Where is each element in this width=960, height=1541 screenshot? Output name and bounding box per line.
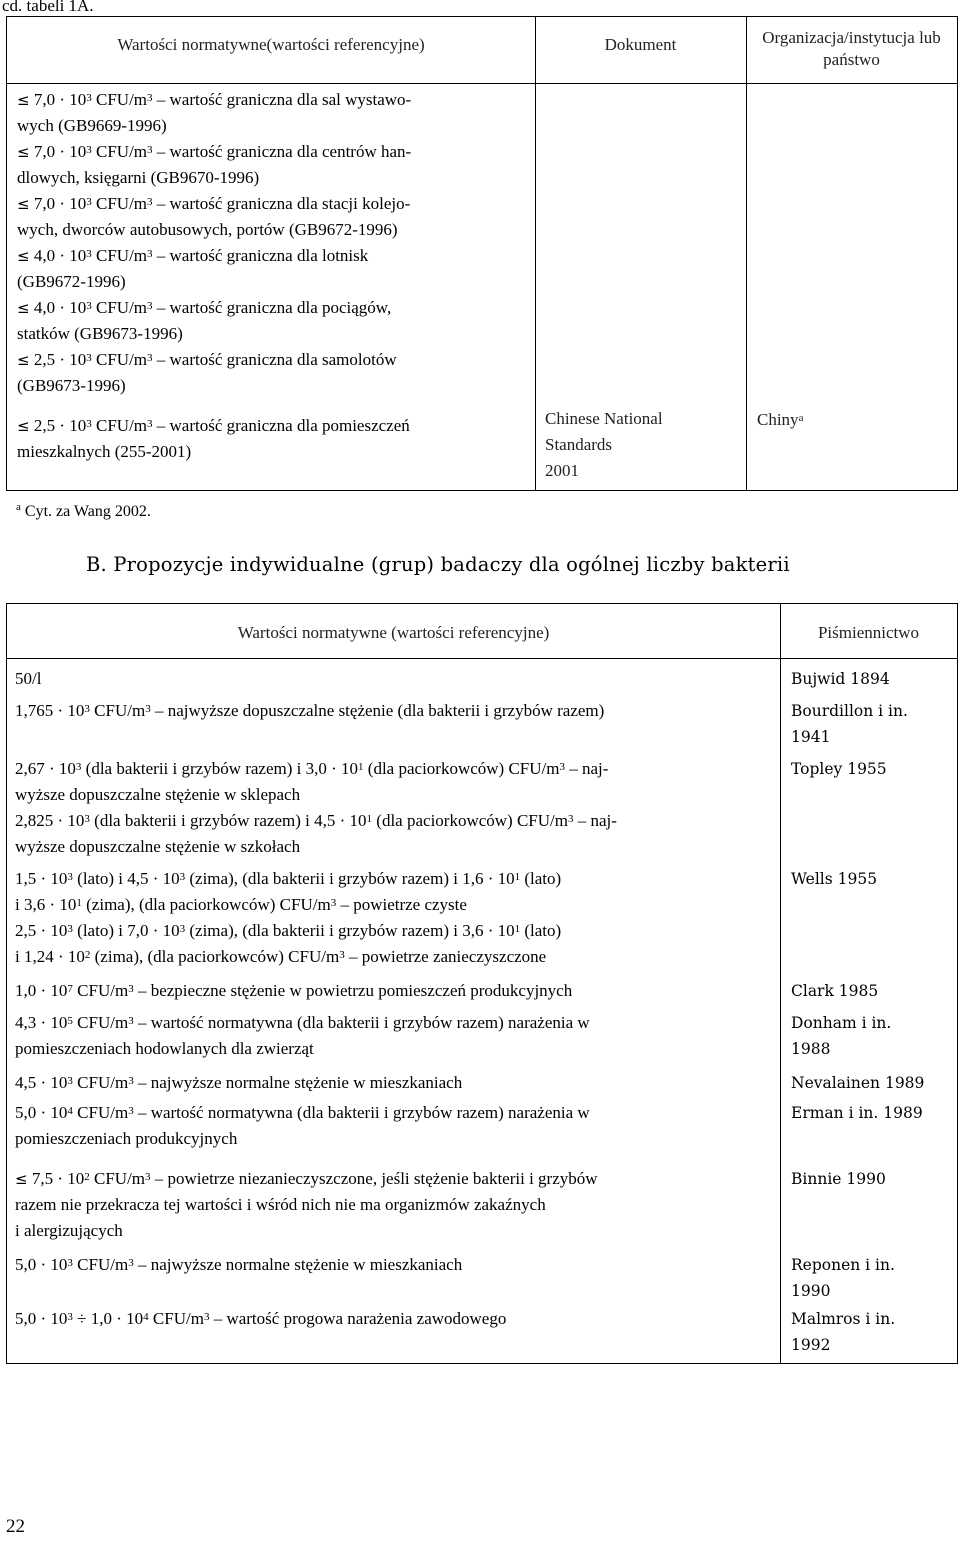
table-a-line: ≤ $2,5 \cdot 10^3$ CFU/$m^3$ – wartość graniczna dla pomieszczeń [17, 416, 410, 435]
table-a-line: (GB9672-1996) [17, 272, 126, 291]
header-organization: Organizacja/instytucja lub państwo [762, 28, 941, 69]
table-row-reference: Donham i in. 1988 [791, 1014, 892, 1058]
table-row-values: ≤ $7,5 \cdot 10^2$ CFU/$m^3$ – powietrze niezanieczyszczone, jeśli stężenie bakterii i grzybów razem nie przekracza tej wartości i wśród nich nie ma organizmów zakaźnych i alergizujących [15, 1169, 598, 1240]
table-row-values: $4,5 \cdot 10^3$ CFU/$m^3$ – najwyższe normalne stężenie w mieszkaniach [15, 1073, 463, 1092]
table-row-reference: Erman i in. 1989 [791, 1104, 923, 1122]
table-a-line: wych (GB9669-1996) [17, 116, 167, 135]
table-a-line: ≤ $7,0 \cdot 10^3$ CFU/$m^3$ – wartość graniczna dla stacji kolejo- [17, 194, 411, 213]
organization-cell: Chiny$^a$ [757, 410, 804, 429]
header-values: Wartości normatywne(wartości referencyjne) [117, 35, 425, 54]
table-row-values: 50/l [15, 669, 42, 688]
header-document: Dokument [604, 35, 677, 54]
table-a-line: ≤ $4,0 \cdot 10^3$ CFU/$m^3$ – wartość graniczna dla lotnisk [17, 246, 369, 265]
table-row-reference: Binnie 1990 [791, 1170, 886, 1188]
table-a [6, 16, 958, 491]
table-row-values: $2,67 \cdot 10^3$ (dla bakterii i grzybów razem) i $3,0 \cdot 10^1$ (dla paciorkowców) CFU/$m^3 - naj-$ wyższe dopuszczalne stężenie w sklepach $2,825 \cdot 10^3$ (dla bakterii i grzybów razem) i $4,5 \cdot 10^1$ (dla paciorkowców) CFU/$m^3 - naj-$ wyższe dopuszczalne stężenie w szkołach [15, 759, 617, 856]
table-row-values: $1,0 \cdot 10^7$ CFU/$m^3$ – bezpieczne stężenie w powietrzu pomieszczeń produkcyjnych [15, 981, 573, 1000]
table-row-values: $4,3 \cdot 10^5$ CFU/$m^3$ – wartość normatywna (dla bakterii i grzybów razem) narażenia w pomieszczeniach hodowlanych dla zwierząt [15, 1013, 590, 1058]
table-row-reference: Wells 1955 [791, 870, 878, 888]
table-a-line: ≤ $7,0 \cdot 10^3$ CFU/$m^3$ – wartość graniczna dla centrów han- [17, 142, 412, 161]
table-row-reference: Malmros i in. 1992 [791, 1310, 896, 1354]
table-a-line: ≤ $4,0 \cdot 10^3$ CFU/$m^3$ – wartość graniczna dla pociągów, [17, 298, 392, 317]
table-row-reference: Nevalainen 1989 [791, 1074, 925, 1092]
table-row-reference: Bourdillon i in. 1941 [791, 702, 908, 746]
table-row-values: $5,0 \cdot 10^3$ CFU/$m^3$ – najwyższe normalne stężenie w mieszkaniach [15, 1255, 463, 1274]
footnote-ref: a [798, 412, 804, 424]
table-row-values: $5,0 \cdot 10^3 \div 1,0 \cdot 10^4$ CFU/$m^3$ – wartość progowa narażenia zawodowego [15, 1309, 507, 1328]
page-number: 22 [6, 1516, 25, 1537]
table-row-values: $5,0 \cdot 10^4$ CFU/$m^3$ – wartość normatywna (dla bakterii i grzybów razem) narażenia w pomieszczeniach produkcyjnych [15, 1103, 590, 1148]
table-a-line: (GB9673-1996) [17, 376, 126, 395]
table-a-line: dlowych, księgarni (GB9670-1996) [17, 168, 260, 187]
table-a-line: statków (GB9673-1996) [17, 324, 183, 343]
table-a-line: wych, dworców autobusowych, portów (GB9672-1996) [17, 220, 398, 239]
table-a-line: mieszkalnych (255-2001) [17, 442, 192, 461]
table-row-reference: Clark 1985 [791, 982, 879, 1000]
continuation-label: cd. tabeli 1A. [2, 0, 94, 15]
table-row-reference: Bujwid 1894 [791, 670, 890, 688]
section-b-title: B. Propozycje indywidualne (grup) badaczy dla ogólnej liczby bakterii [86, 553, 790, 576]
footnote: $^a$ Cyt. za Wang 2002. [16, 501, 151, 520]
table-row-values: $1,5 \cdot 10^3$ (lato) i $4,5 \cdot 10^3$ (zima), (dla bakterii i grzybów razem) i $1,6 \cdot 10^1$ (lato) i $3,6 \cdot 10^1$ (zima), (dla paciorkowców) CFU/$m^3$ – powietrze czyste $2,5 \cdot 10^3$ (lato) i $7,0 \cdot 10^3$ (zima), (dla bakterii i grzybów razem) i $3,6 \cdot 10^1$ (lato) i $1,24 \cdot 10^2$ (zima), (dla paciorkowców) CFU/$m^3$ – powietrze zanieczyszczone [15, 869, 562, 966]
table-row-values: $1,765 \cdot 10^3$ CFU/$m^3$ – najwyższe dopuszczalne stężenie (dla bakterii i grzybów razem) [15, 701, 605, 720]
table-a-line: ≤ $7,0 \cdot 10^3$ CFU/$m^3$ – wartość graniczna dla sal wystawo- [17, 90, 412, 109]
document-cell: Chinese National Standards 2001 [545, 409, 663, 480]
table-row-reference: Reponen i in. 1990 [791, 1256, 895, 1300]
header-references: Piśmiennictwo [817, 623, 920, 642]
table-a-line: ≤ $2,5 \cdot 10^3$ CFU/$m^3$ – wartość graniczna dla samolotów [17, 350, 397, 369]
header-values-b: Wartości normatywne (wartości referencyjne) [237, 623, 550, 642]
table-b [6, 603, 958, 1364]
table-row-reference: Topley 1955 [791, 760, 887, 778]
